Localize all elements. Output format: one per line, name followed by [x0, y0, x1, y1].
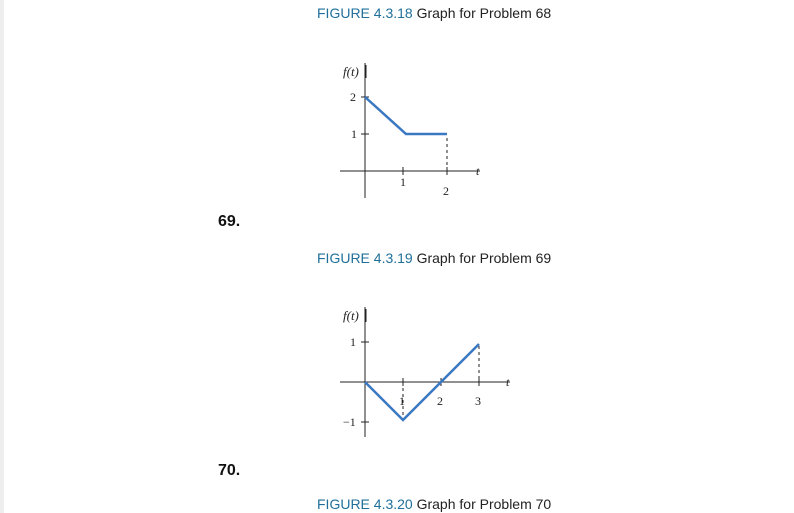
figure-title: Graph for Problem 68 — [416, 5, 552, 21]
figure-number: FIGURE 4.3.18 — [317, 5, 413, 21]
x-tick-label-3: 3 — [475, 394, 481, 408]
graph-problem-68 — [330, 58, 490, 208]
x-axis-label: t — [506, 375, 510, 389]
figure-title: Graph for Problem 70 — [416, 496, 552, 512]
x-tick-label-2: 2 — [443, 184, 449, 198]
figure-title: Graph for Problem 69 — [416, 250, 552, 266]
figure-caption-4-3-20 — [317, 496, 551, 512]
problem-number-69: 69. — [218, 213, 241, 230]
figure-caption-4-3-19 — [317, 250, 551, 266]
x-tick-label-1: 1 — [399, 394, 405, 408]
problem-number-70: 70. — [218, 462, 241, 479]
y-tick-label-2: 2 — [350, 90, 356, 104]
figure-number: FIGURE 4.3.19 — [317, 250, 413, 266]
figure-number: FIGURE 4.3.20 — [317, 496, 413, 512]
y-axis-label: f(t) — [343, 308, 359, 323]
left-margin-rule — [0, 0, 4, 513]
x-tick-label-1: 1 — [400, 175, 406, 189]
y-axis-label: f(t) — [343, 64, 359, 79]
x-axis-label: t — [476, 164, 480, 178]
y-tick-label-minus-1: −1 — [343, 415, 356, 429]
function-curve — [365, 97, 447, 134]
figure-caption-4-3-18 — [317, 5, 551, 21]
y-tick-label-1: 1 — [350, 335, 356, 349]
x-tick-label-2: 2 — [437, 394, 443, 408]
graph-problem-69 — [330, 302, 520, 442]
y-tick-label-1: 1 — [351, 127, 357, 141]
